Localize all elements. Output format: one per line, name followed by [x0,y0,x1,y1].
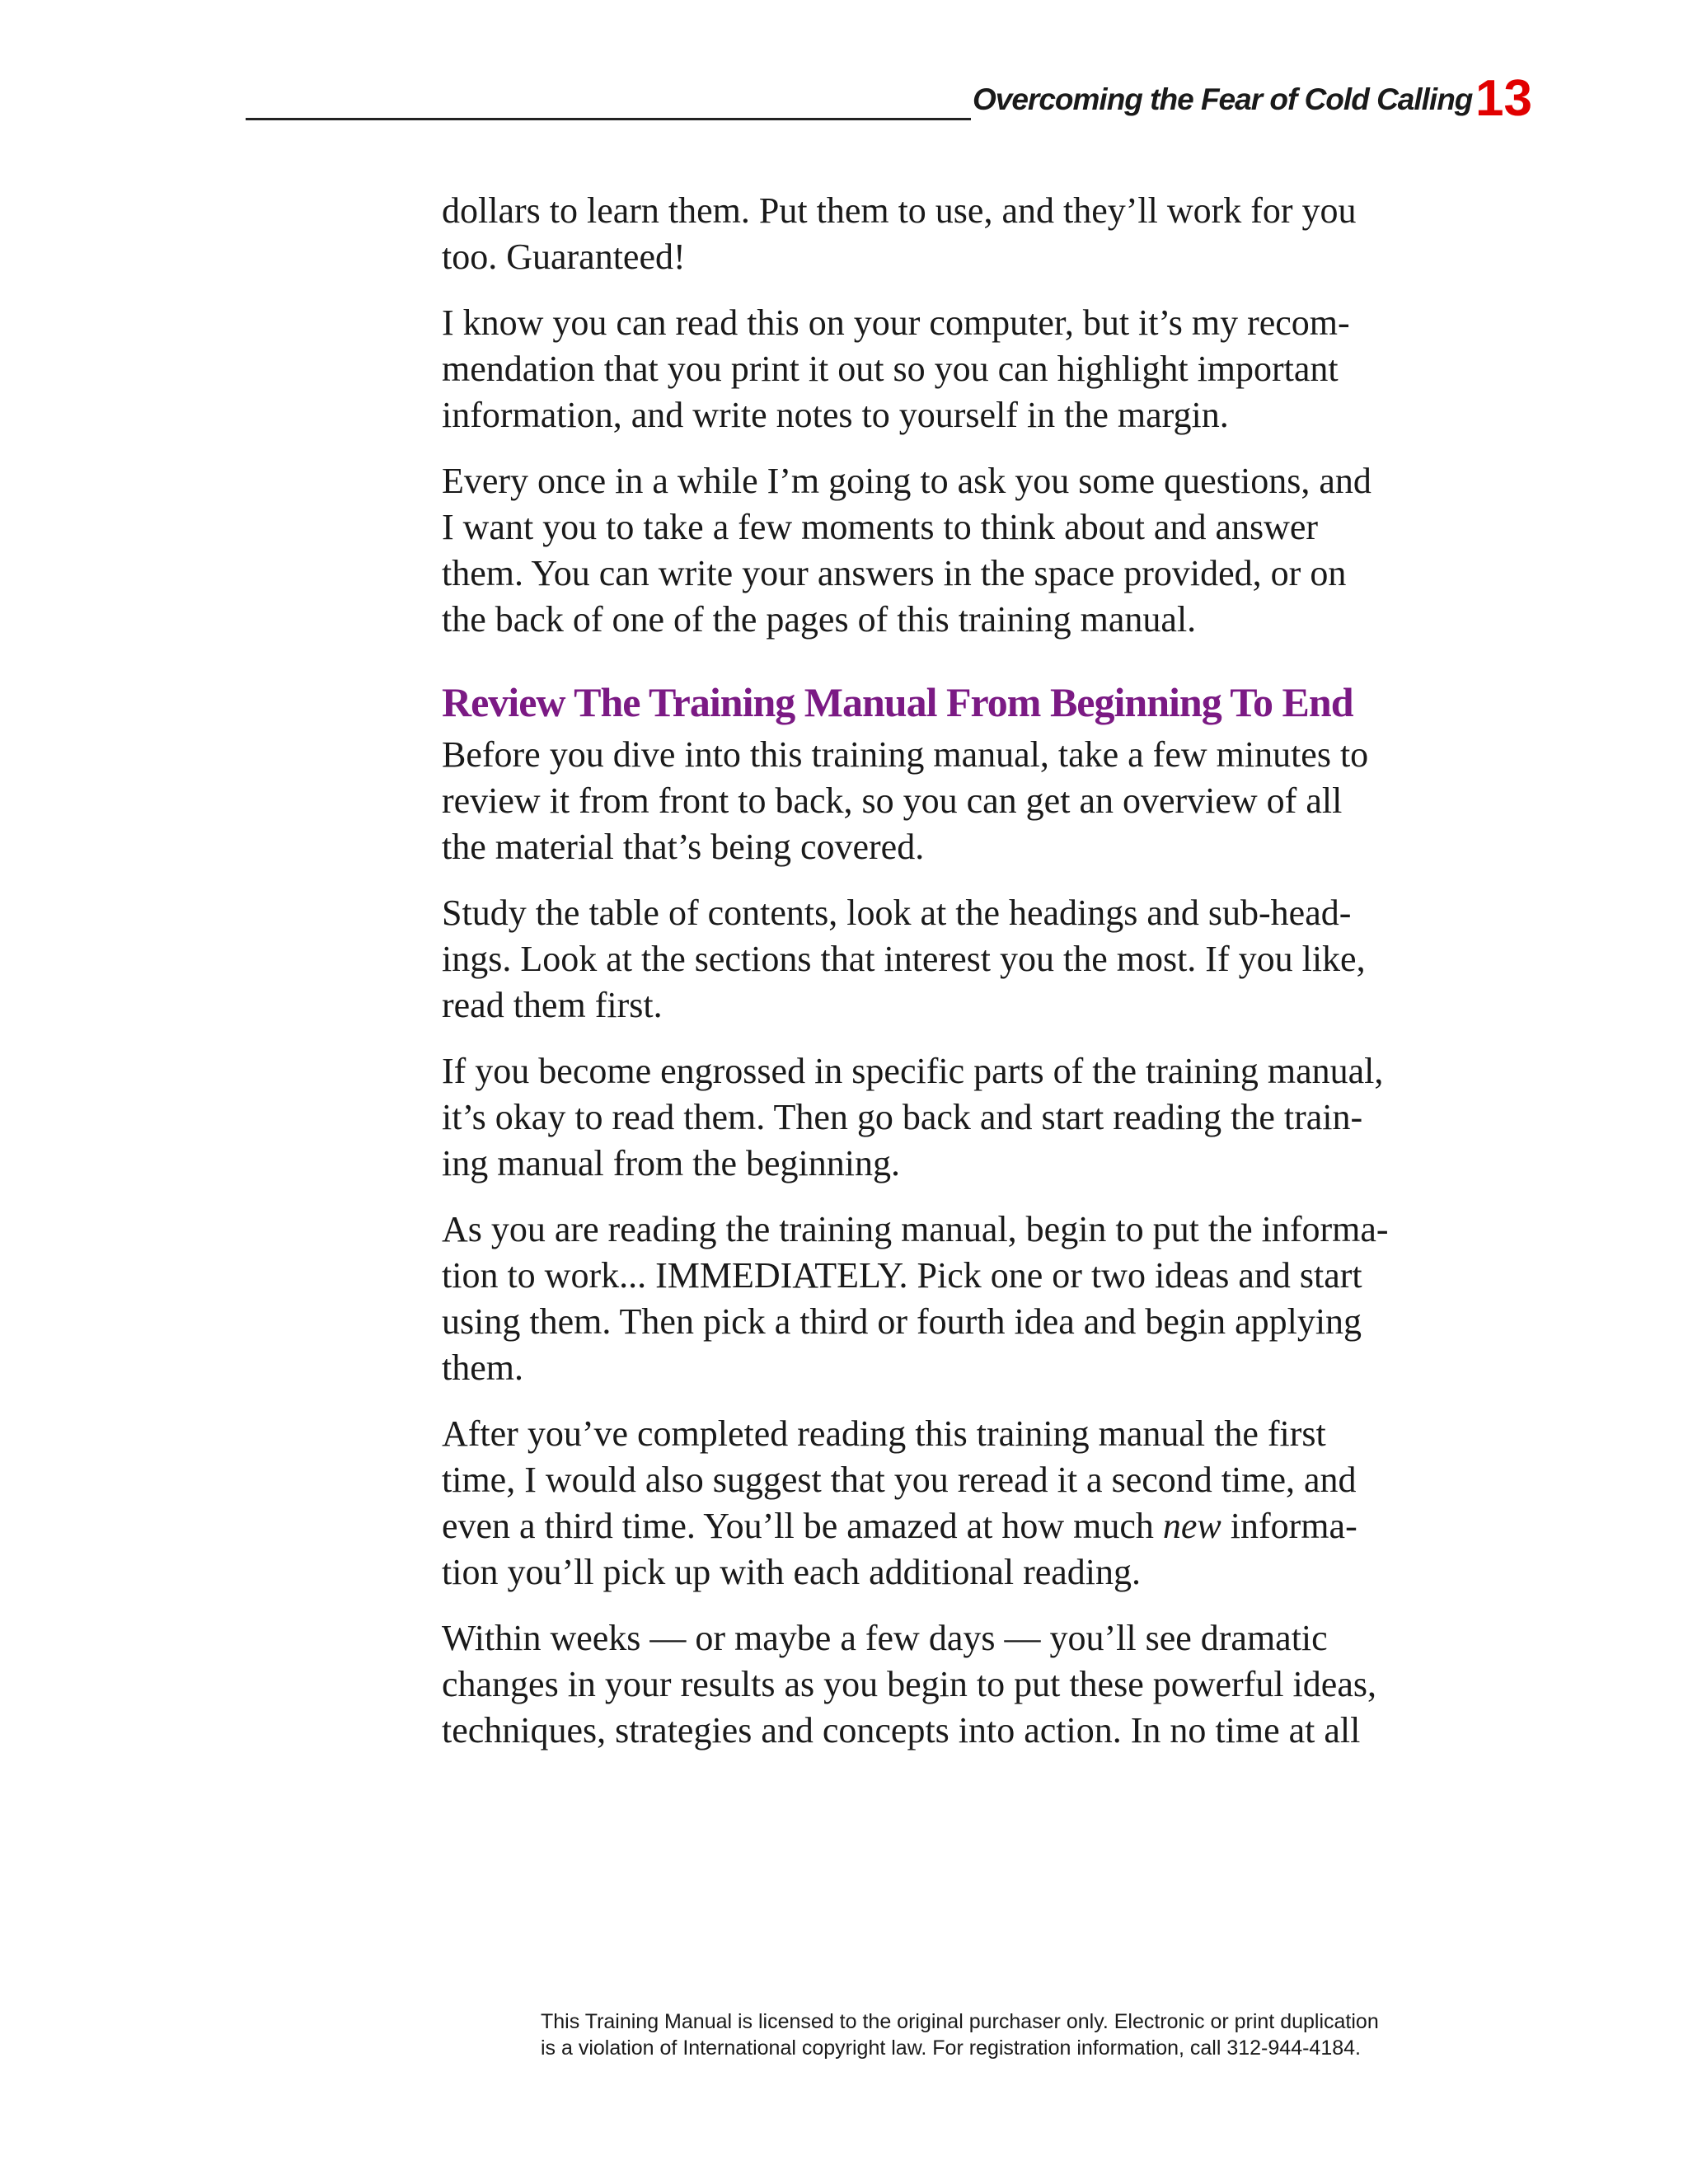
text-line: ings. Look at the sections that interest you the most. If you like, [442,939,1366,979]
page-number: 13 [1475,70,1532,127]
paragraph [442,300,1431,438]
copyright-footer [541,2008,1431,2061]
body-text [442,188,1431,1774]
paragraph [442,1615,1431,1754]
text-line: time, I would also suggest that you reread it a second time, and [442,1460,1357,1500]
paragraph [442,890,1431,1029]
text-line: As you are reading the training manual, begin to put the informa- [442,1209,1389,1249]
text-line: After you’ve completed reading this training manual the first [442,1413,1326,1454]
text-line: I want you to take a few moments to think about and answer [442,507,1319,547]
text-line: If you become engrossed in specific parts of the training manual, [442,1051,1384,1091]
paragraph [442,732,1431,870]
text-line: the back of one of the pages of this training manual. [442,599,1197,640]
section-heading: Review The Training Manual From Beginning To End [442,679,1353,725]
text-line: Study the table of contents, look at the headings and sub-head- [442,893,1352,933]
text-line: changes in your results as you begin to put these powerful ideas, [442,1664,1376,1704]
text-line: tion to work... IMMEDIATELY. Pick one or two ideas and start [442,1255,1362,1296]
text-line: I know you can read this on your computer, but it’s my recom- [442,302,1350,343]
paragraph [442,1048,1431,1187]
text-line: techniques, strategies and concepts into action. In no time at all [442,1710,1361,1750]
paragraph [442,1411,1431,1596]
text-line: using them. Then pick a third or fourth idea and begin applying [442,1301,1362,1342]
text-line: information, and write notes to yourself in the margin. [442,395,1229,435]
text-line: mendation that you print it out so you can highlight important [442,349,1339,389]
text-line [442,1503,1431,1549]
running-header-title: Overcoming the Fear of Cold Calling [973,82,1473,116]
text-line: the material that’s being covered. [442,827,925,867]
text-line: review it from front to back, so you can get an overview of all [442,780,1343,821]
text-line: ing manual from the beginning. [442,1143,900,1183]
text-line: Before you dive into this training manual, take a few minutes to [442,734,1369,775]
text-line: Within weeks — or maybe a few days — you’ll see dramatic [442,1618,1328,1658]
text-line: them. You can write your answers in the space provided, or on [442,553,1347,593]
text-line: tion you’ll pick up with each additional reading. [442,1552,1142,1592]
text-line: them. [442,1347,523,1388]
emphasized-word: new [1162,1506,1221,1546]
text-segment: informa- [1221,1506,1357,1546]
text-segment: even a third time. You’ll be amazed at how much [442,1506,1163,1546]
text-line: it’s okay to read them. Then go back and start reading the train- [442,1097,1363,1137]
footer-line: is a violation of International copyright law. For registration information, call 312-944-4184. [541,2036,1361,2060]
text-line: dollars to learn them. Put them to use, and they’ll work for you [442,190,1357,231]
footer-line: This Training Manual is licensed to the original purchaser only. Electronic or print duplication [541,2010,1379,2033]
text-line: read them first. [442,985,663,1025]
paragraph [442,188,1431,280]
text-line: too. Guaranteed! [442,237,686,277]
paragraph [442,458,1431,643]
text-line: Every once in a while I’m going to ask you some questions, and [442,461,1372,501]
paragraph [442,1207,1431,1391]
header-rule [246,118,971,120]
